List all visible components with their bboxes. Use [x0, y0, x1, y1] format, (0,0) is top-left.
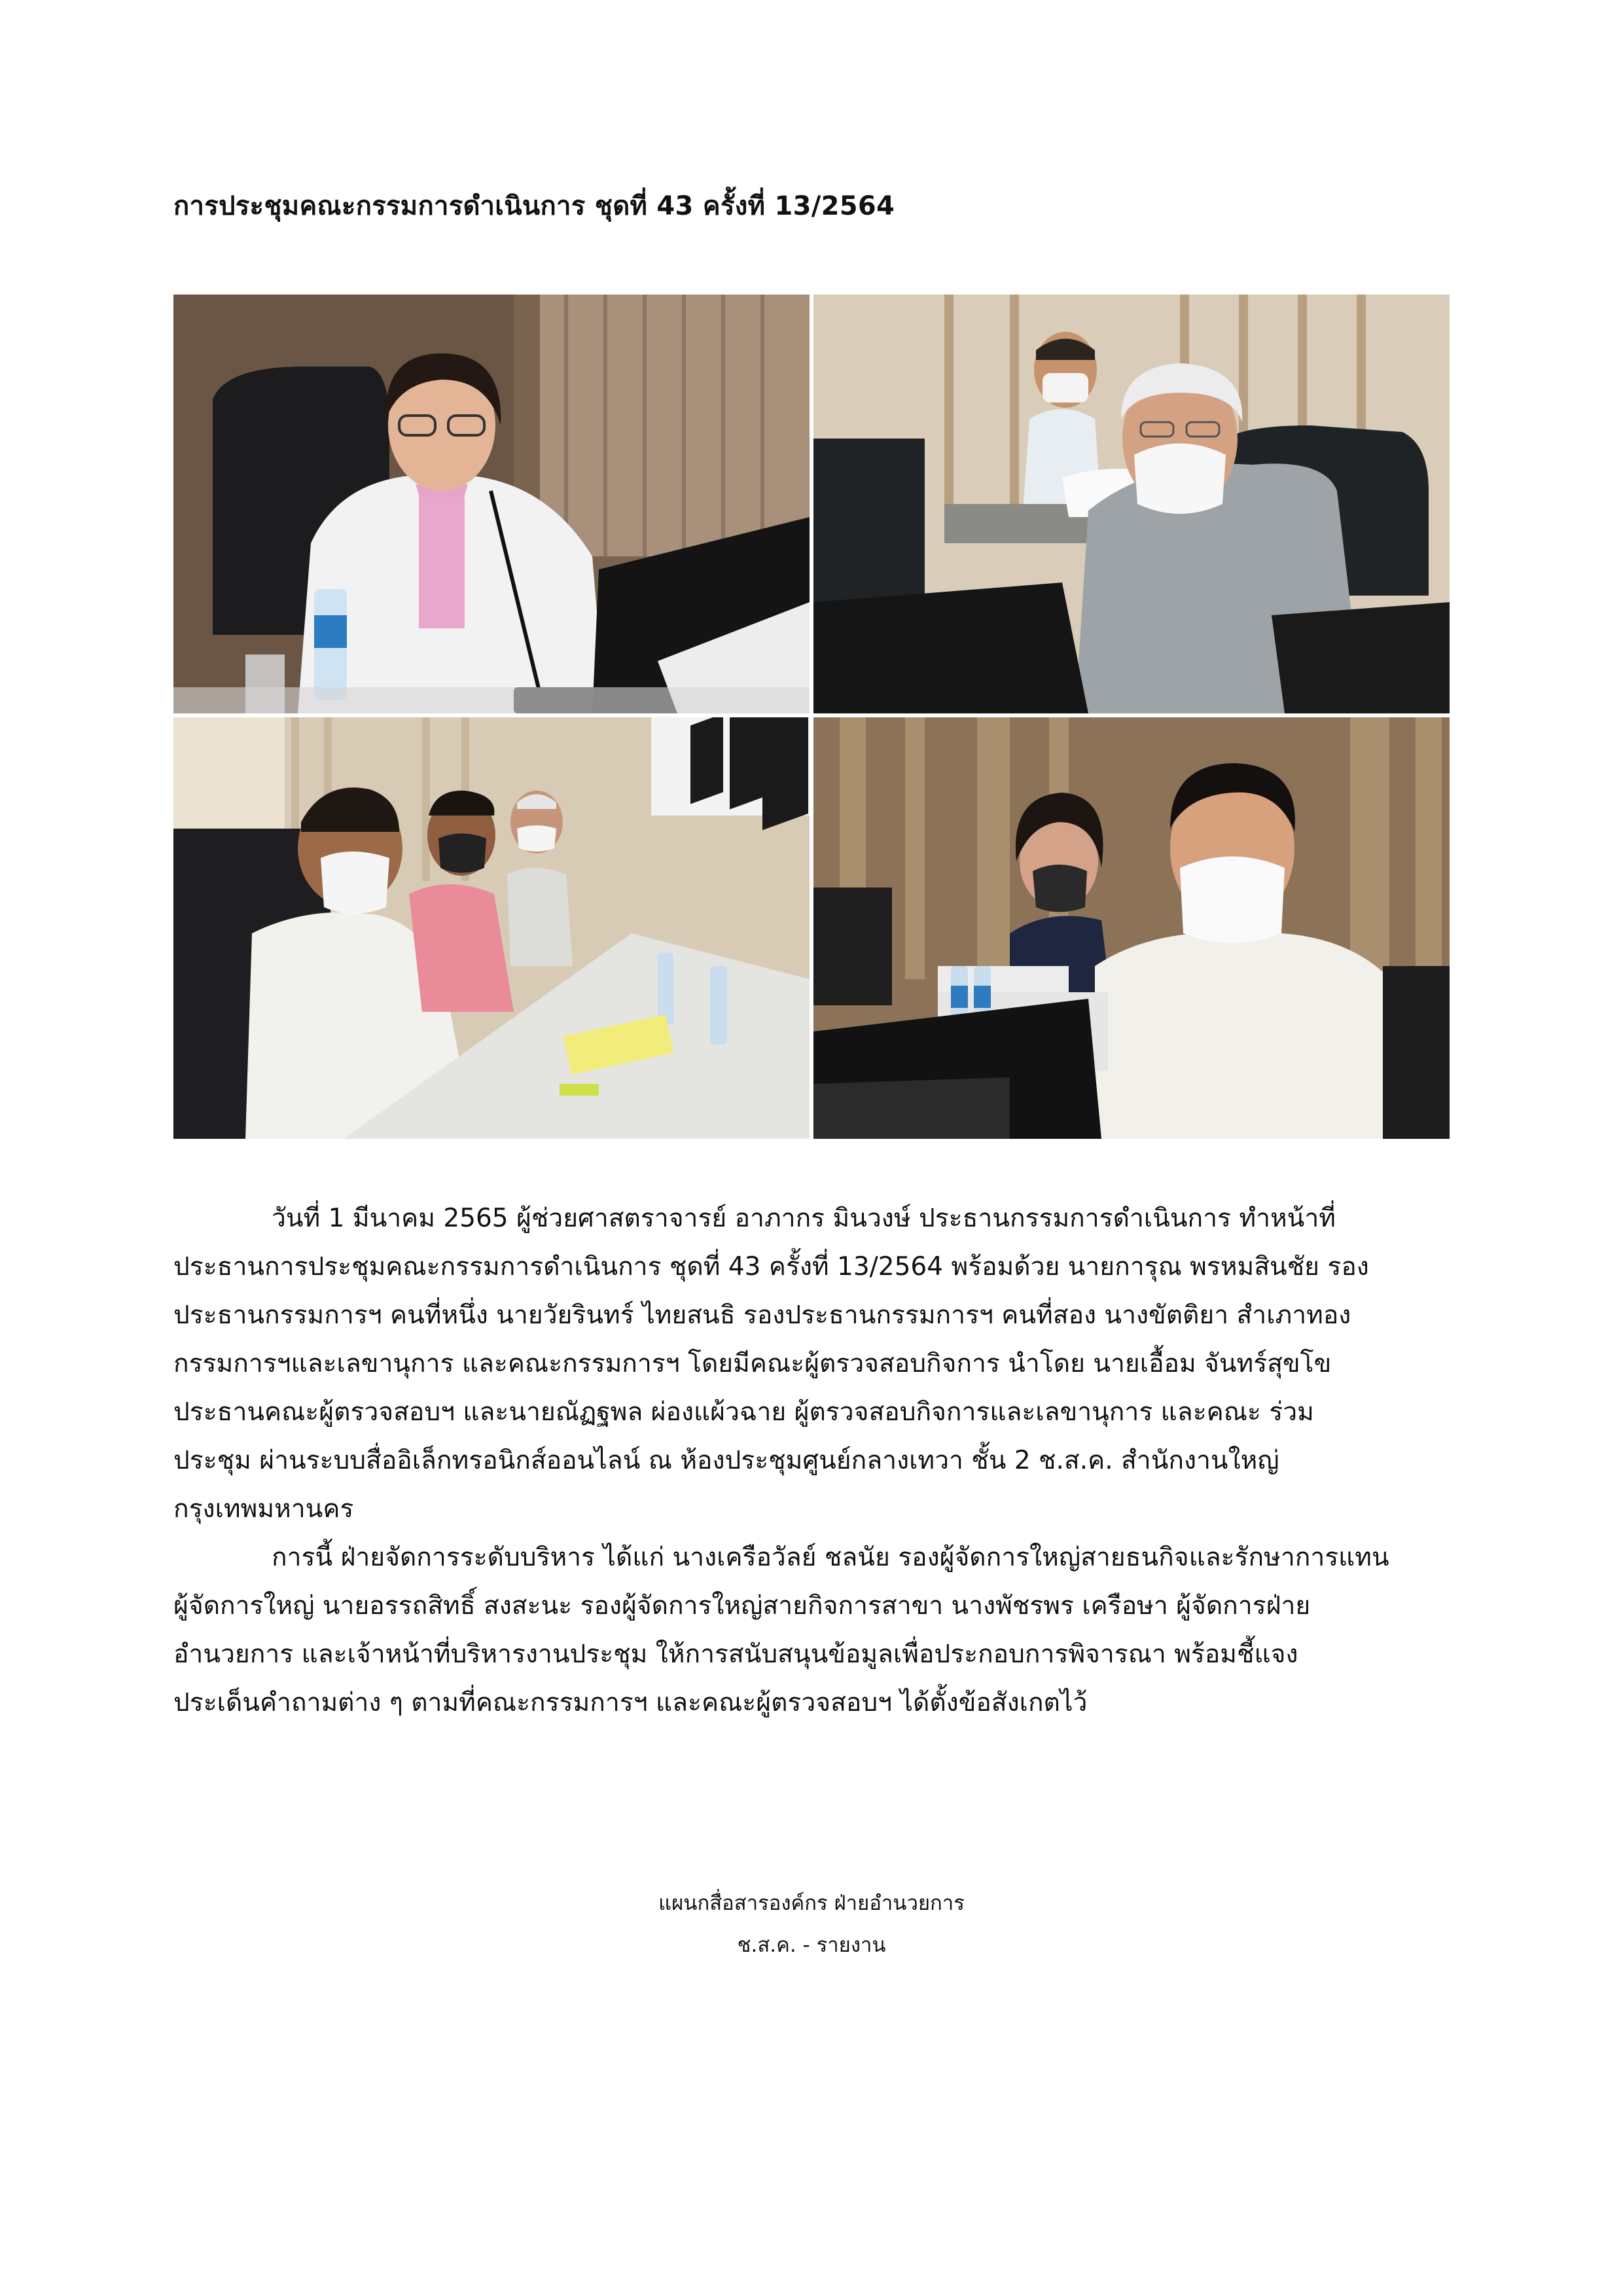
paragraph-1-line: ประชุม ผ่านระบบสื่ออิเล็กทรอนิกส์ออนไลน์ ณ ห้องประชุมศูนย์กลางเทวา ชั้น 2 ช.ส.ค. สำนักงานใหญ่ — [173, 1446, 1279, 1475]
paragraph-1-line: กรุงเทพมหานคร — [173, 1494, 354, 1524]
meeting-photo-elderly-member — [813, 295, 1450, 713]
paragraph-2 — [173, 1534, 1450, 1727]
paragraph-2-line: ประเด็นคำถามต่าง ๆ ตามที่คณะกรรมการฯ และคณะผู้ตรวจสอบฯ ได้ตั้งข้อสังเกตไว้ — [173, 1688, 1088, 1717]
paragraph-1-line: กรรมการฯและเลขานุการ และคณะกรรมการฯ โดยมีคณะผู้ตรวจสอบกิจการ นำโดย นายเอื้อม จันทร์สุขโข — [173, 1349, 1332, 1378]
paragraph-2-line: การนี้ ฝ่ายจัดการระดับบริหาร ได้แก่ นางเครือวัลย์ ชลนัย รองผู้จัดการใหญ่สายธนกิจและรักษาการแทน — [272, 1543, 1389, 1572]
meeting-photo-chairwoman — [173, 295, 810, 713]
footer-department: แผนกสื่อสารองค์กร ฝ่ายอำนวยการ — [658, 1892, 965, 1915]
paragraph-2-line: อำนวยการ และเจ้าหน้าที่บริหารงานประชุม ให้การสนับสนุนข้อมูลเพื่อประกอบการพิจารณา พร้อมชี้แจง — [173, 1640, 1298, 1669]
paragraph-2-line: ผู้จัดการใหญ่ นายอรรถสิทธิ์ สงสะนะ รองผู้จัดการใหญ่สายกิจการสาขา นางพัชรพร เครือษา ผู้จัดการฝ่าย — [173, 1591, 1311, 1621]
paragraph-1 — [173, 1194, 1450, 1534]
paragraph-1-line: ประธานกรรมการฯ คนที่หนึ่ง นายวัยรินทร์ ไทยสนธิ รองประธานกรรมการฯ คนที่สอง นางขัตติยา สำเภาทอง — [173, 1300, 1351, 1330]
paragraph-1-line: วันที่ 1 มีนาคม 2565 ผู้ช่วยศาสตราจารย์ อาภากร มินวงษ์ ประธานกรรมการดำเนินการ ทำหน้าที่ — [272, 1204, 1336, 1233]
footer-report-credit: ช.ส.ค. - รายงาน — [737, 1933, 886, 1957]
meeting-photo-committee-row — [173, 717, 810, 1139]
meeting-photo-members-with-masks — [813, 717, 1450, 1139]
page-title: การประชุมคณะกรรมการดำเนินการ ชุดที่ 43 ครั้งที่ 13/2564 — [173, 191, 895, 221]
paragraph-1-line: ประธานคณะผู้ตรวจสอบฯ และนายณัฏฐพล ผ่องแผ้วฉาย ผู้ตรวจสอบกิจการและเลขานุการ และคณะ ร่วม — [173, 1397, 1314, 1427]
paragraph-1-line: ประธานการประชุมคณะกรรมการดำเนินการ ชุดที่ 43 ครั้งที่ 13/2564 พร้อมด้วย นายการุณ พรหมสินชัย รอง — [173, 1252, 1369, 1282]
body-text — [173, 1194, 1450, 1727]
